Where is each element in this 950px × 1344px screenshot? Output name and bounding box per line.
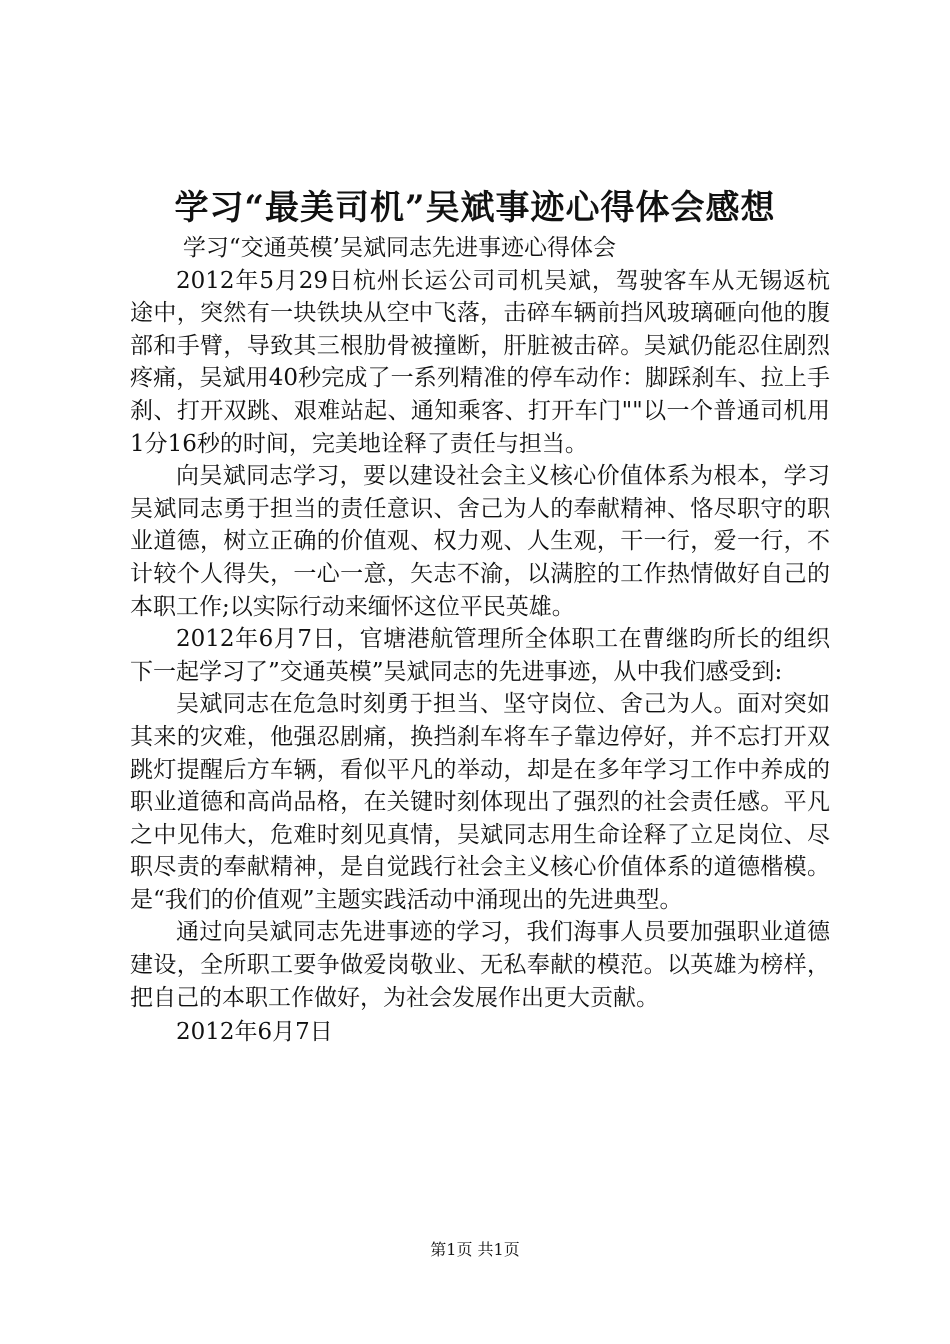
paragraph-5: 通过向吴斌同志先进事迹的学习，我们海事人员要加强职业道德建设，全所职工要争做爱岗敬业、无私奉献的模范。以英雄为榜样，把自己的本职工作做好，为社会发展作出更大贡献。 [130, 919, 830, 1011]
paragraph-1: 2012年5月29日杭州长运公司司机吴斌，驾驶客车从无锡返杭途中，突然有一块铁块从空中飞落，击碎车辆前挡风玻璃砸向他的腹部和手臂，导致其三根肋骨被撞断，肝脏被击碎。吴斌仍能忍住剧烈疼痛，吴斌用40秒完成了一系列精准的停车动作：脚踩刹车、拉上手刹、打开双跳、艰难站起、通知乘客、打开车门""以一个普通司机用1分16秒的时间，完美地诠释了责任与担当。 [130, 267, 830, 457]
paragraph-3: 2012年6月7日，官塘港航管理所全体职工在曹继昀所长的组织下一起学习了”交通英模”吴斌同志的先进事迹，从中我们感受到: [130, 626, 830, 685]
page-number-footer: 第1页 共1页 [430, 1240, 520, 1259]
document-subtitle: 学习“交通英模’吴斌同志先进事迹心得体会 [182, 235, 616, 261]
document-body [130, 232, 830, 1049]
paragraph-4: 吴斌同志在危急时刻勇于担当、坚守岗位、舍己为人。面对突如其来的灾难，他强忍剧痛，换挡刹车将车子靠边停好，并不忘打开双跳灯提醒后方车辆，看似平凡的举动，却是在多年学习工作中养成的职业道德和高尚品格，在关键时刻体现出了强烈的社会责任感。平凡之中见伟大，危难时刻见真情，吴斌同志用生命诠释了立足岗位、尽职尽责的奉献精神，是自觉践行社会主义核心价值体系的道德楷模。是“我们的价值观”主题实践活动中涌现出的先进典型。 [130, 691, 830, 913]
paragraph-2: 向吴斌同志学习，要以建设社会主义核心价值体系为根本，学习吴斌同志勇于担当的责任意识、舍己为人的奉献精神、恪尽职守的职业道德，树立正确的价值观、权力观、人生观，干一行，爱一行，不计较个人得失，一心一意，矢志不渝，以满腔的工作热情做好自己的本职工作;以实际行动来缅怀这位平民英雄。 [130, 463, 830, 620]
document-date: 2012年6月7日 [176, 1019, 333, 1046]
document-title: 学习“最美司机”吴斌事迹心得体会感想 [174, 188, 776, 228]
